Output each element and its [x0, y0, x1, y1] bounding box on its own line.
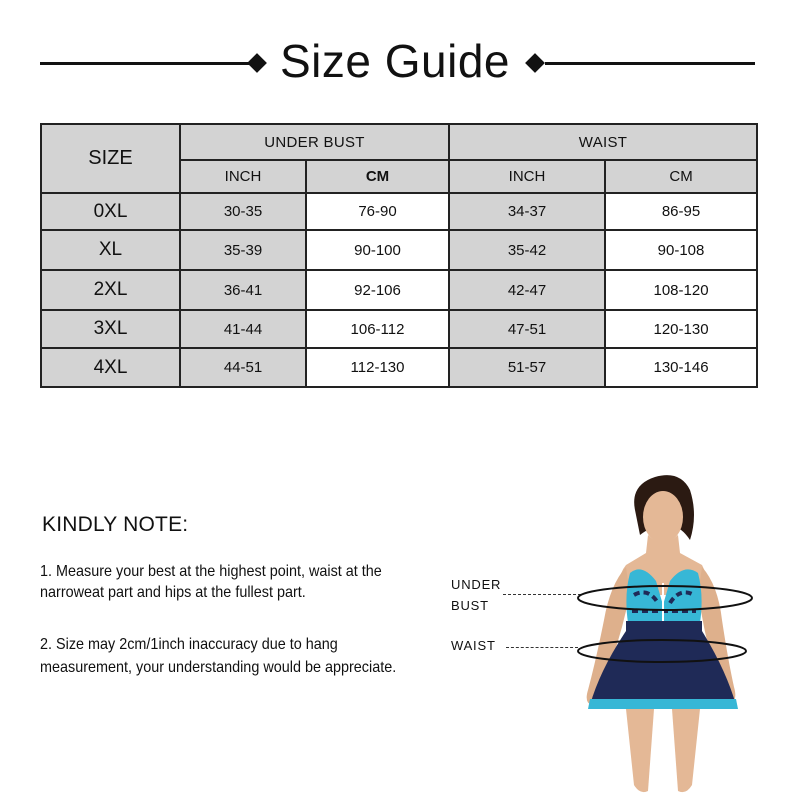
- skirt-trim: [588, 699, 738, 709]
- under-bust-label-line-1: UNDER: [451, 577, 502, 592]
- unit-header-cm: CM: [605, 160, 757, 193]
- under-bust-label-line-2: BUST: [451, 598, 489, 613]
- size-cell: XL: [41, 230, 180, 270]
- value-cell: 51-57: [449, 348, 605, 387]
- note-line-4: measurement, your understanding would be appreciate.: [40, 659, 397, 676]
- size-cell: 3XL: [41, 310, 180, 348]
- note-line-2: narroweat part and hips at the fullest part.: [40, 584, 306, 601]
- page-title: Size Guide: [279, 35, 510, 87]
- table-row: [41, 348, 757, 387]
- value-cell: 44-51: [180, 348, 306, 387]
- waist-label: WAIST: [451, 638, 496, 653]
- value-cell: 90-100: [306, 230, 449, 270]
- diamond-icon: [247, 53, 267, 73]
- title-rule-left: [40, 62, 250, 65]
- value-cell: 42-47: [449, 270, 605, 310]
- group-header-waist: WAIST: [449, 124, 757, 160]
- value-cell: 35-42: [449, 230, 605, 270]
- diamond-icon: [525, 53, 545, 73]
- size-cell: 2XL: [41, 270, 180, 310]
- size-table: [40, 123, 758, 388]
- note-heading: KINDLY NOTE:: [42, 513, 189, 536]
- value-cell: 35-39: [180, 230, 306, 270]
- value-cell: 108-120: [605, 270, 757, 310]
- value-cell: 41-44: [180, 310, 306, 348]
- table-row: [41, 310, 757, 348]
- unit-header-cm: CM: [306, 160, 449, 193]
- unit-header-inch: INCH: [180, 160, 306, 193]
- face: [643, 491, 683, 543]
- value-cell: 76-90: [306, 193, 449, 230]
- table-row: [41, 230, 757, 270]
- right-leg: [672, 709, 700, 792]
- model-figure: [530, 455, 800, 800]
- size-cell: 0XL: [41, 193, 180, 230]
- title-rule-right: [545, 62, 755, 65]
- table-row: [41, 270, 757, 310]
- size-cell: 4XL: [41, 348, 180, 387]
- note-line-3: 2. Size may 2cm/1inch inaccuracy due to hang: [40, 636, 338, 653]
- value-cell: 130-146: [605, 348, 757, 387]
- waist-band: [626, 621, 702, 631]
- table-row: [41, 193, 757, 230]
- value-cell: 112-130: [306, 348, 449, 387]
- left-leg: [626, 709, 654, 792]
- unit-header-inch: INCH: [449, 160, 605, 193]
- size-header: SIZE: [41, 124, 180, 193]
- value-cell: 47-51: [449, 310, 605, 348]
- value-cell: 106-112: [306, 310, 449, 348]
- note-line-1: 1. Measure your best at the highest point, waist at the: [40, 563, 382, 580]
- value-cell: 36-41: [180, 270, 306, 310]
- value-cell: 92-106: [306, 270, 449, 310]
- value-cell: 34-37: [449, 193, 605, 230]
- value-cell: 86-95: [605, 193, 757, 230]
- value-cell: 90-108: [605, 230, 757, 270]
- under-bust-label: [451, 574, 501, 616]
- group-header-under-bust: UNDER BUST: [180, 124, 449, 160]
- value-cell: 30-35: [180, 193, 306, 230]
- title-row: [0, 28, 800, 98]
- value-cell: 120-130: [605, 310, 757, 348]
